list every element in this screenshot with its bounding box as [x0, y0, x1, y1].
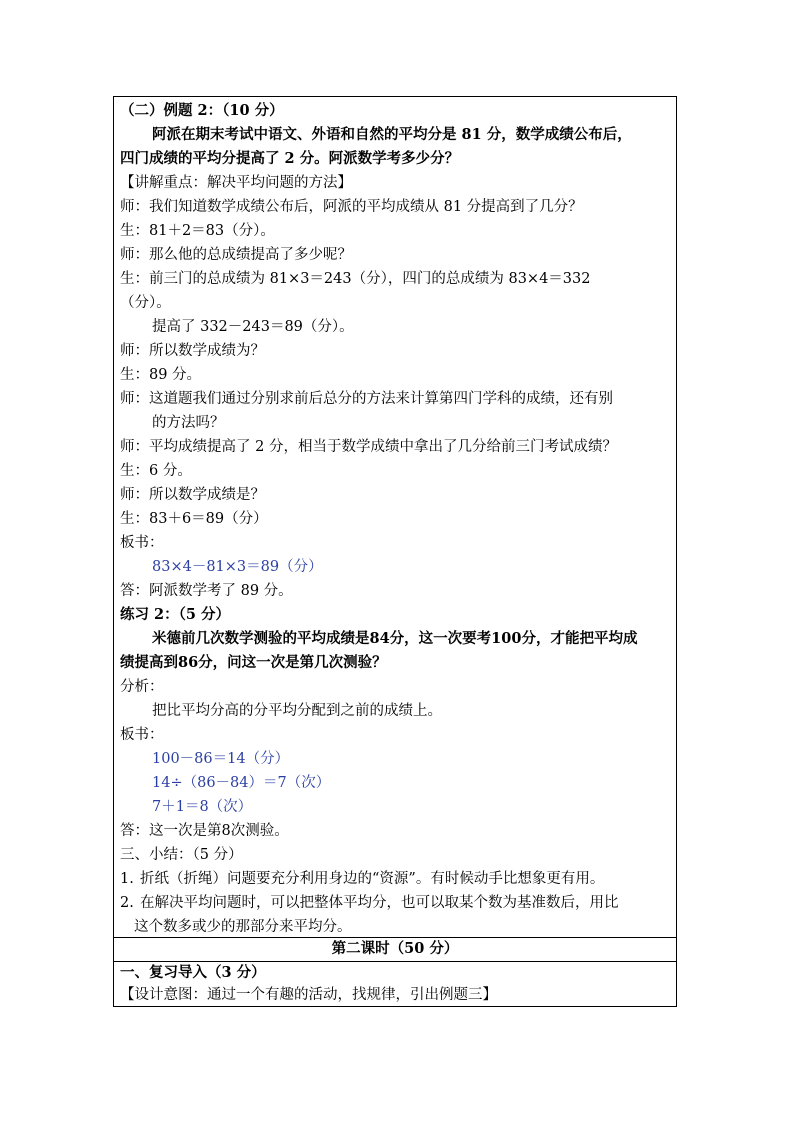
lesson-plan-table — [113, 96, 677, 1007]
summary-item-2 — [120, 891, 672, 915]
dialog-line: 师：这道题我们通过分别求前后总分的方法来计算第四门学科的成绩，还有别 — [120, 391, 613, 407]
practice-2-heading: 练习 2：（5 分） — [120, 606, 231, 623]
board-label: 板书： — [120, 535, 164, 551]
dialog-line: 师：我们知道数学成绩公布后，阿派的平均成绩从 81 分提高到了几分？ — [120, 199, 583, 215]
board-equation: 83×4－81×3＝89（分） — [152, 559, 323, 575]
dialog-line: 生：前三门的总成绩为 81×3＝243（分），四门的总成绩为 83×4＝332 — [120, 271, 591, 287]
example-2-question-line-2: 四门成绩的平均分提高了 2 分。阿派数学考多少分？ — [120, 150, 460, 167]
analysis-label: 分析： — [120, 679, 164, 695]
answer-line: 答：这一次是第8次测验。 — [120, 823, 289, 839]
dialog-line: 师：平均成绩提高了 2 分，相当于数学成绩中拿出了几分给前三门考试成绩？ — [120, 439, 617, 455]
dialog-line: 师：所以数学成绩为？ — [120, 343, 265, 359]
dialog-line: 生：81＋2＝83（分）。 — [120, 223, 275, 239]
focus-note: 【讲解重点：解决平均问题的方法】 — [120, 175, 352, 191]
board-equation: 14÷（86－84）＝7（次） — [152, 775, 331, 791]
practice-2-question-line-1: 米德前几次数学测验的平均成绩是84分，这一次要考100分，才能把平均成 — [152, 630, 638, 647]
lesson-2-title: 第二课时（50 分） — [331, 940, 459, 957]
example-2-question-line-1: 阿派在期末考试中语文、外语和自然的平均分是 81 分，数学成绩公布后， — [152, 126, 632, 143]
dialog-line: （分）。 — [120, 295, 171, 311]
board-equation: 100－86＝14（分） — [152, 751, 290, 767]
analysis-text: 把比平均分高的分平均分配到之前的成绩上。 — [152, 703, 442, 719]
summary-item-2-continued: 这个数多或少的那部分来平均分。 — [134, 919, 352, 935]
summary-item-text: 在解决平均问题时，可以把整体平均分，也可以取某个数为基准数后，用比 — [140, 895, 619, 911]
review-heading: 一、复习导入（3 分） — [120, 964, 266, 981]
dialog-line: 师：所以数学成绩是？ — [120, 487, 265, 503]
board-equation: 7＋1＝8（次） — [152, 799, 253, 815]
dialog-line: 提高了 332－243＝89（分）。 — [152, 319, 354, 335]
example-2-heading: （二）例题 2：（10 分） — [120, 102, 284, 119]
dialog-line: 生：89 分。 — [120, 367, 202, 383]
list-number: 1. — [120, 871, 134, 887]
dialog-line: 师：那么他的总成绩提高了多少呢？ — [120, 247, 352, 263]
summary-heading: 三、小结：（5 分） — [120, 847, 243, 863]
practice-2-question-line-2: 绩提高到86分，问这一次是第几次测验？ — [120, 654, 387, 671]
dialog-line: 生：83＋6＝89（分） — [120, 511, 268, 527]
dialog-line: 生：6 分。 — [120, 463, 192, 479]
design-intent: 【设计意图：通过一个有趣的活动，找规律，引出例题三】 — [120, 987, 497, 1003]
list-number: 2. — [120, 895, 134, 911]
dialog-line: 的方法吗？ — [152, 415, 225, 431]
summary-item-text: 折纸（折绳）问题要充分利用身边的“资源”。有时候动手比想象更有用。 — [140, 871, 605, 887]
summary-item-1 — [120, 867, 672, 891]
answer-line: 答：阿派数学考了 89 分。 — [120, 583, 293, 599]
board-label: 板书： — [120, 727, 164, 743]
